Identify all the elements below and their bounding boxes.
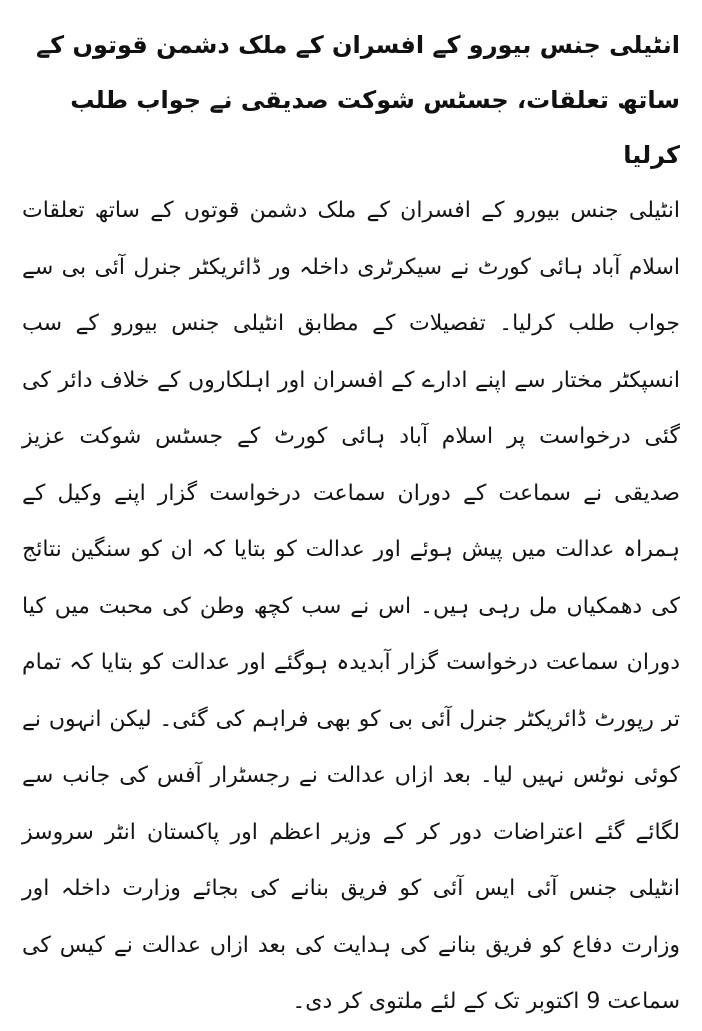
- article-headline: انٹیلی جنس بیورو کے افسران کے ملک دشمن قوتوں کے ساتھ تعلقات، جسٹس شوکت صدیقی نے جواب طلب کرلیا: [36, 31, 680, 169]
- article-body: انٹیلی جنس بیورو کے افسران کے ملک دشمن قوتوں کے ساتھ تعلقات اسلام آباد ہائی کورٹ نے سیکرٹری داخلہ ور ڈائریکٹر جنرل آئی بی سے جواب طلب کرلیا۔ تفصیلات کے مطابق انٹیلی جنس بیورو کے سب انسپکٹر مختار سے اپنے ادارے کے افسران اور اہلکاروں کے خلاف دائر کی گئی درخواست پر اسلام آباد ہائی کورٹ کے جسٹس شوکت عزیز صدیقی نے سماعت کے دوران سماعت درخواست گزار اپنے وکیل کے ہمراہ عدالت میں پیش ہوئے اور عدالت کو بتایا کہ ان کو سنگین نتائج کی دھمکیاں مل رہی ہیں۔ اس نے سب کچھ وطن کی محبت میں کیا دوران سماعت درخواست گزار آبدیدہ ہوگئے اور عدالت کو بتایا کہ تمام تر رپورٹ ڈائریکٹر جنرل آئی بی کو بھی فراہم کی گئی۔ لیکن انہوں نے کوئی نوٹس نہیں لیا۔ بعد ازاں عدالت نے رجسٹرار آفس کی جانب سے لگائے گئے اعتراضات دور کر کے وزیر اعظم اور پاکستان انٹر سروسز انٹیلی جنس آئی ایس آئی کو فریق بنانے کی بجائے وزارت داخلہ اور وزارت دفاع کو فریق بنانے کی ہدایت کی بعد ازاں عدالت نے کیس کی سماعت 9 اکتوبر تک کے لئے ملتوی کر دی۔: [22, 198, 680, 1014]
